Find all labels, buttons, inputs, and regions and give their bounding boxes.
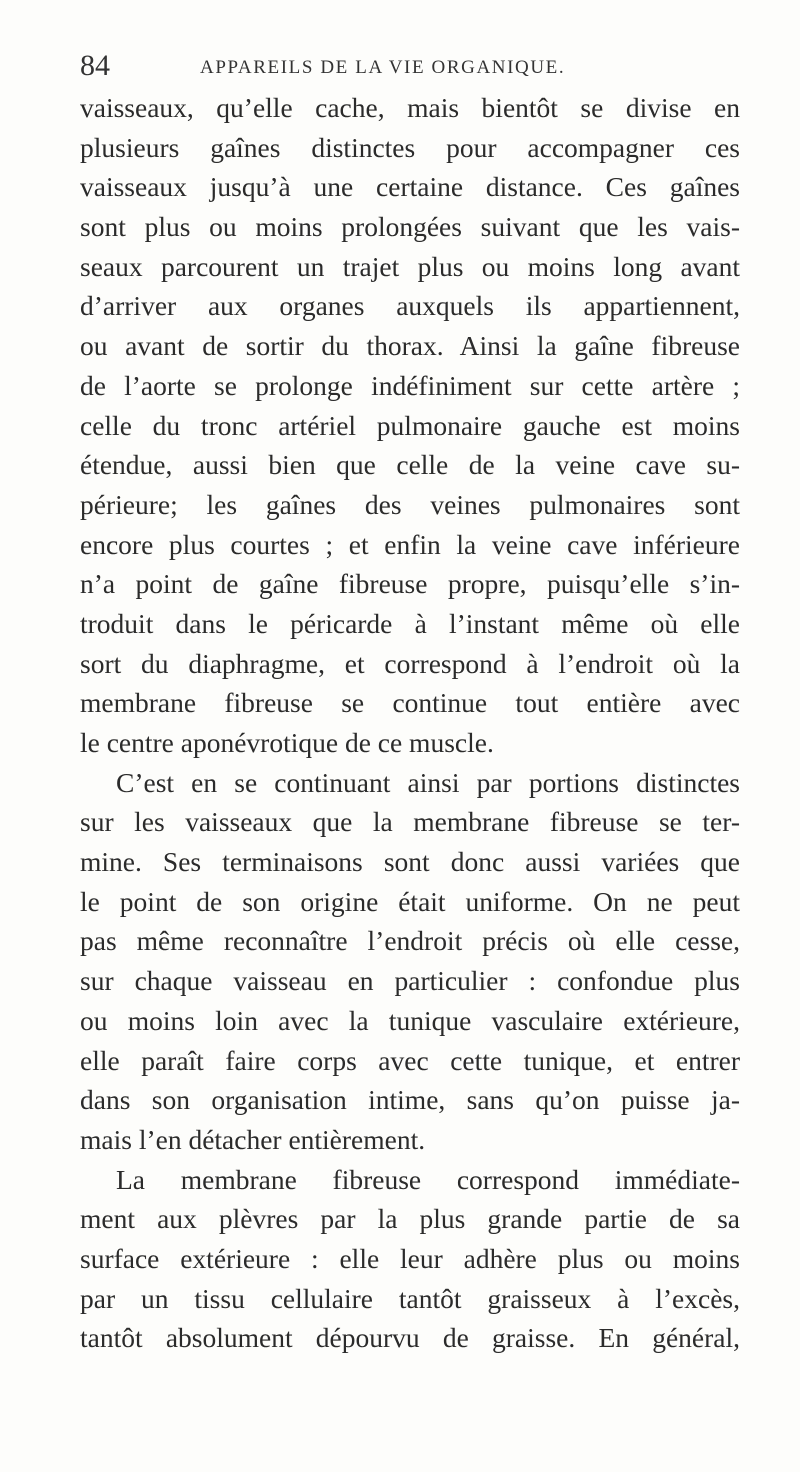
running-head xyxy=(80,48,740,84)
text-line: le point de son origine était uniforme. On ne peut xyxy=(80,885,740,917)
text-line: vaisseaux jusqu’à une certaine distance. Ces gaînes xyxy=(80,171,740,203)
text-line: périeure; les gaînes des veines pulmonaires sont xyxy=(80,488,740,520)
text-line: ment aux plèvres par la plus grande partie de sa xyxy=(80,1203,740,1235)
text-line: vaisseaux, qu’elle cache, mais bientôt se divise en xyxy=(80,92,740,123)
text-line: d’arriver aux organes auxquels ils appartiennent, xyxy=(80,290,740,322)
text-line: n’a point de gaîne fibreuse propre, puisqu’elle s’in- xyxy=(80,568,740,600)
text-line: étendue, aussi bien que celle de la veine cave su- xyxy=(80,449,740,481)
text-line: de l’aorte se prolonge indéfiniment sur cette artère ; xyxy=(80,369,740,401)
paragraph-start-line: C’est en se continuant ainsi par portions distinctes xyxy=(116,766,740,798)
text-line: mais l’en détacher entièrement. xyxy=(80,1123,426,1155)
text-line: celle du tronc artériel pulmonaire gauche est moins xyxy=(80,409,740,441)
text-line: ou avant de sortir du thorax. Ainsi la gaîne fibreuse xyxy=(80,330,740,362)
text-line: tantôt absolument dépourvu de graisse. En général, xyxy=(80,1322,740,1354)
text-line: plusieurs gaînes distinctes pour accompagner ces xyxy=(80,131,740,163)
body-text xyxy=(80,88,740,1358)
text-line: elle paraît faire corps avec cette tunique, et entrer xyxy=(80,1044,740,1076)
text-line: sont plus ou moins prolongées suivant que les vais- xyxy=(80,211,740,243)
text-line: seaux parcourent un trajet plus ou moins long avant xyxy=(80,250,740,282)
text-line: le centre aponévrotique de ce muscle. xyxy=(80,727,494,758)
text-line: dans son organisation intime, sans qu’on puisse ja- xyxy=(80,1084,740,1116)
text-line: par un tissu cellulaire tantôt graisseux à l’excès, xyxy=(80,1282,740,1314)
text-line: sur les vaisseaux que la membrane fibreuse se ter- xyxy=(80,806,740,838)
text-line: sort du diaphragme, et correspond à l’endroit où la xyxy=(80,647,740,679)
text-line: surface extérieure : elle leur adhère plus ou moins xyxy=(80,1242,740,1274)
paragraph-start-line: La membrane fibreuse correspond immédiate- xyxy=(116,1163,740,1195)
text-line: ou moins loin avec la tunique vasculaire extérieure, xyxy=(80,1004,740,1036)
text-line: pas même reconnaître l’endroit précis où elle cesse, xyxy=(80,925,740,957)
text-line: encore plus courtes ; et enfin la veine cave inférieure xyxy=(80,528,740,560)
page-number: 84 xyxy=(80,49,110,82)
text-line: membrane fibreuse se continue tout entière avec xyxy=(80,687,740,719)
running-head-title: APPAREILS DE LA VIE ORGANIQUE. xyxy=(200,57,566,78)
text-line: sur chaque vaisseau en particulier : confondue plus xyxy=(80,965,740,997)
text-line: troduit dans le péricarde à l’instant même où elle xyxy=(80,607,740,639)
text-line: mine. Ses terminaisons sont donc aussi variées que xyxy=(80,846,740,878)
